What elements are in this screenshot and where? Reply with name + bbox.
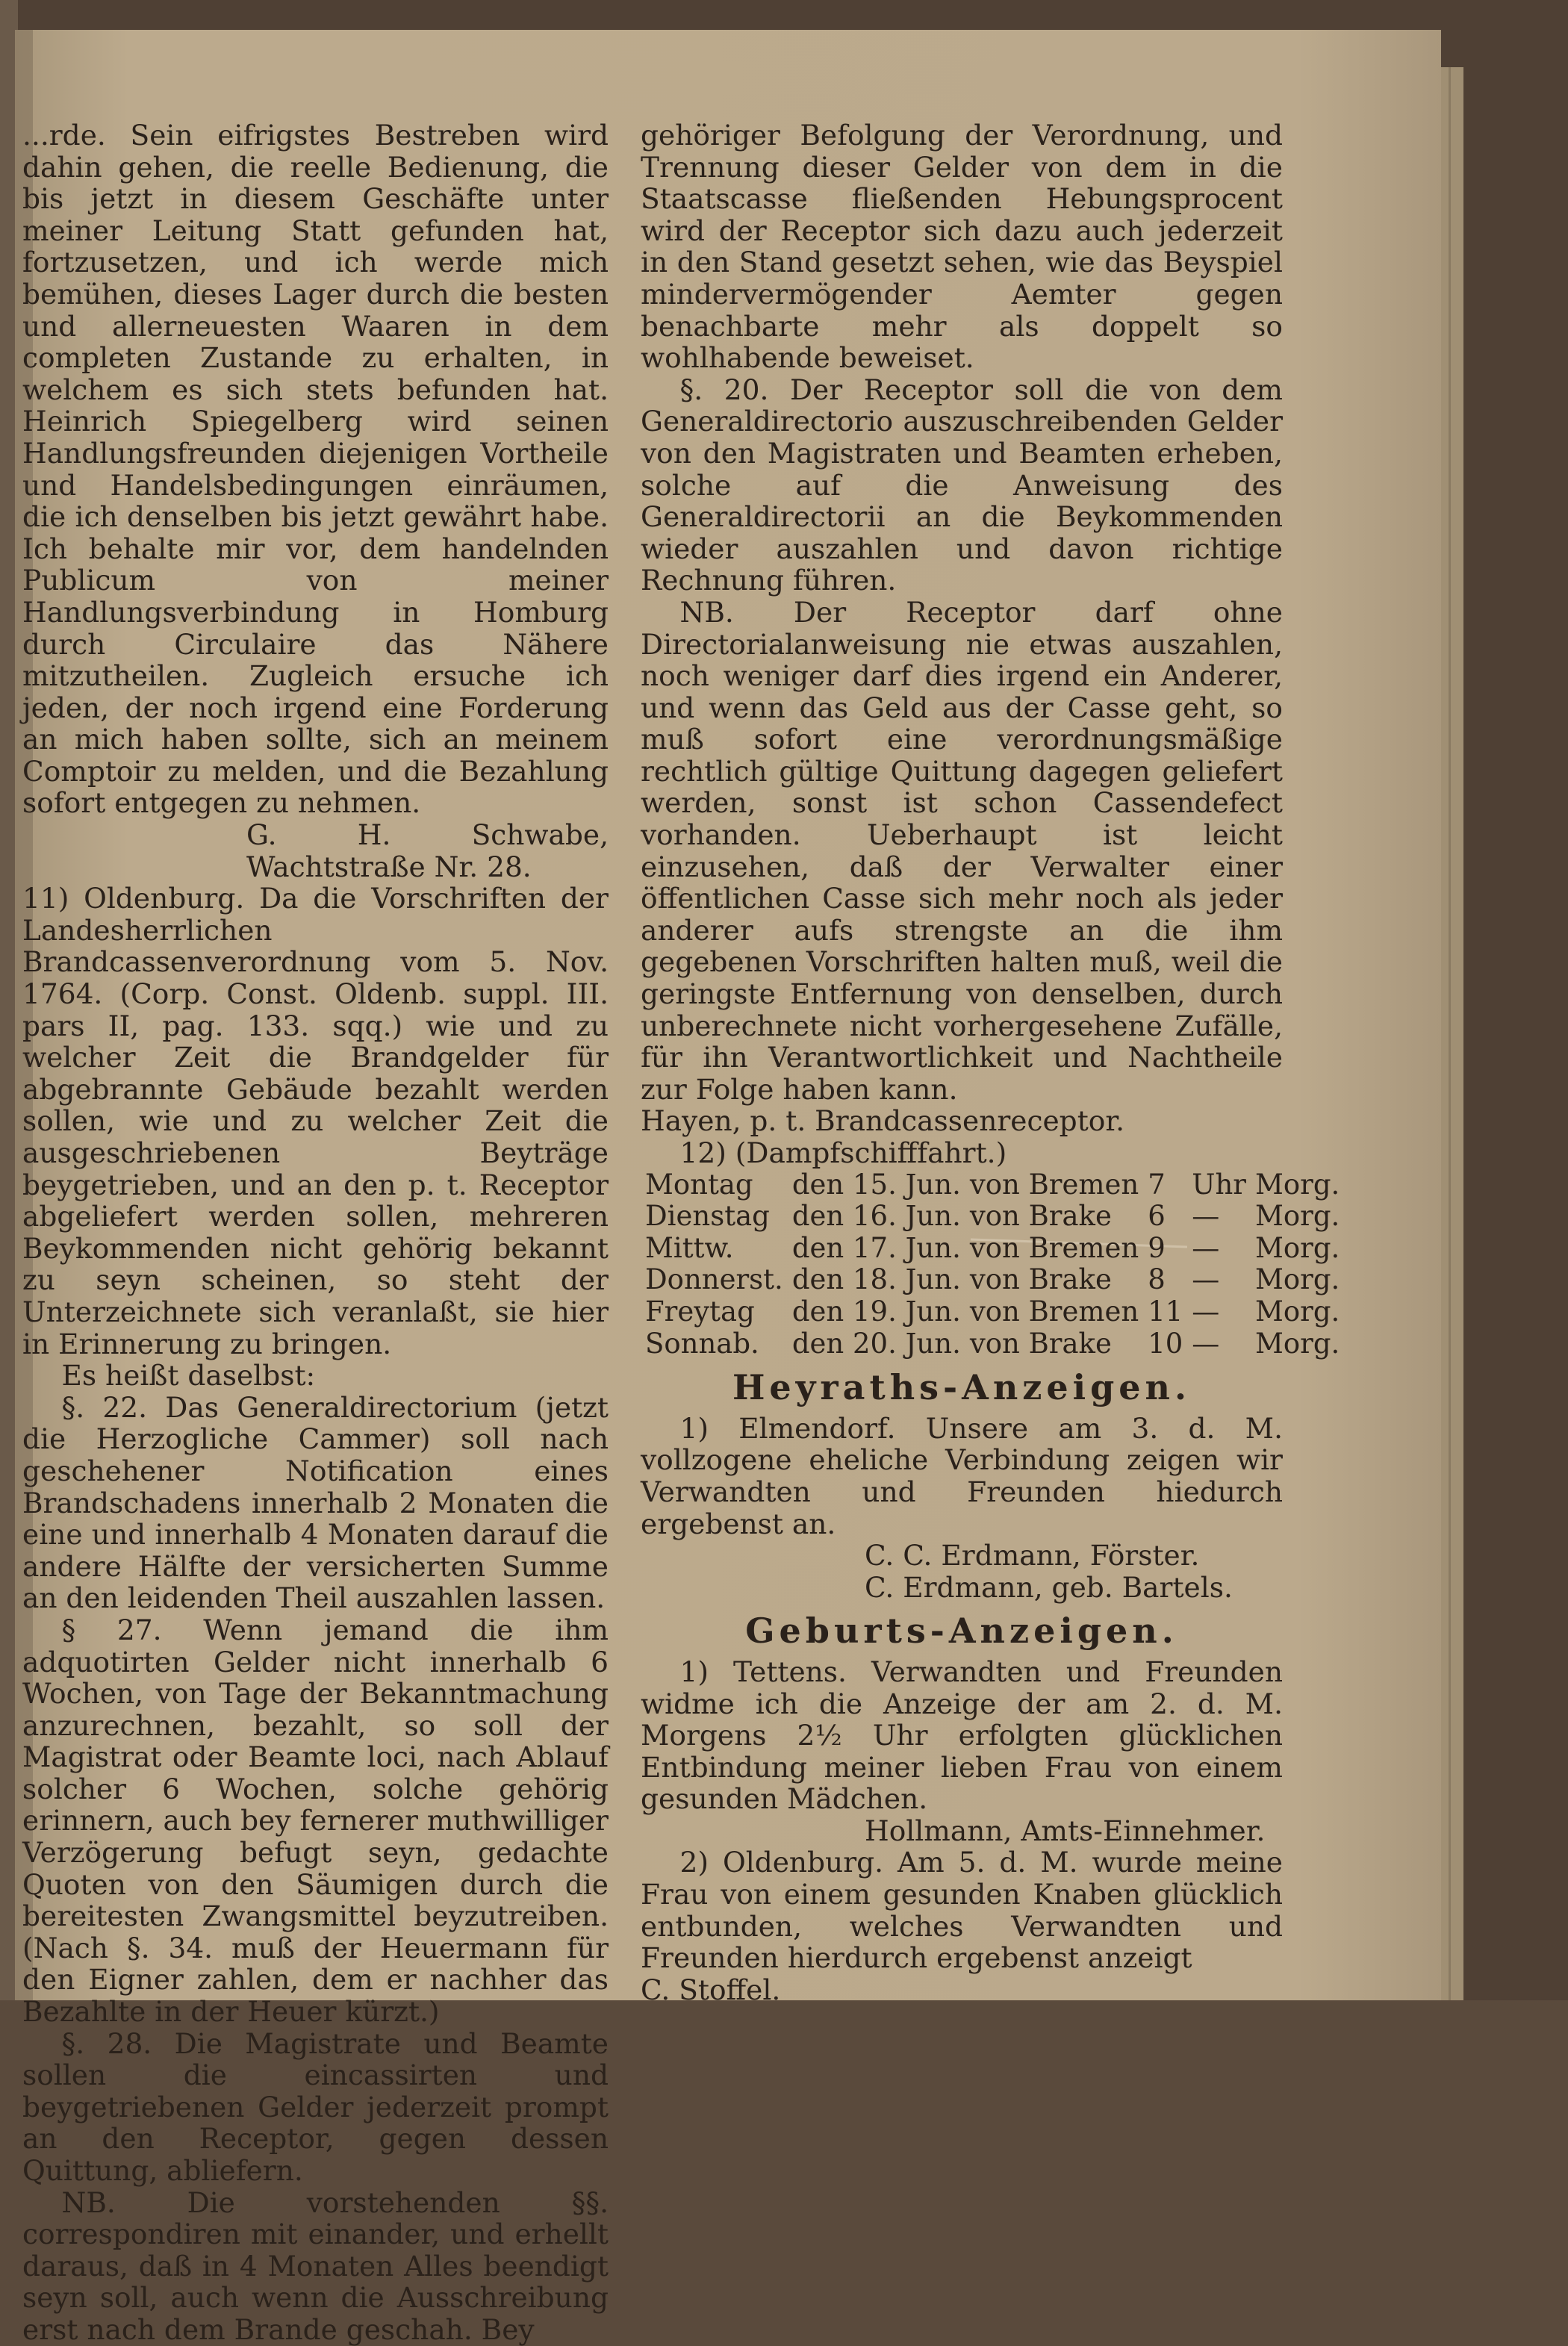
schedule-hour: 9	[1148, 1231, 1166, 1264]
right-para-3: NB. Der Receptor darf ohne Directorialanweisung nie etwas auszahlen, noch weniger darf dies irgend ein Anderer, und wenn das Geld aus der Casse geht, so muß sofort eine verordnungsmäßige rechtlich gültige Quittung dagegen geliefert werden, sonst ist schon Cassendefect vorhanden. Ueberhaupt ist leicht einzusehen, daß der Verwalter einer öffentlichen Casse sich mehr noch als jeder anderer aufs strengste an die ihm gegebenen Vorschriften halten muß, weil die geringste Entfernung von denselben, durch unberechnete nicht vorhergesehene Zufälle, für ihn Verantwortlichkeit und Nachtheile zur Folge haben kann.	[641, 595, 1283, 1106]
schedule-hour: 10	[1148, 1327, 1183, 1360]
schedule-unit: —	[1192, 1327, 1220, 1360]
birth-announcement-1: 1) Tettens. Verwandten und Freunden widme ich die Anzeige der am 2. d. M. Morgens 2½ Uhr erfolgten glücklichen Entbindung meiner lieben Frau von einem gesunden Mädchen.	[641, 1655, 1283, 1816]
right-para-1: gehöriger Befolgung der Verordnung, und Trennung dieser Gelder von dem in die Staatscasse fließenden Hebungsprocent wird der Receptor sich dazu auch jederzeit in den Stand gesetzt sehen, wie das Beyspiel mindervermögender Aemter gegen benachbarte mehr als doppelt so wohlhabende beweiset.	[641, 119, 1283, 375]
schedule-row	[641, 1233, 1344, 1265]
schedule-route: von Brake	[969, 1263, 1112, 1296]
heading-marriage: Heyraths-Anzeigen.	[732, 1367, 1192, 1408]
schedule-time: Morg.	[1255, 1168, 1340, 1201]
schedule-unit: —	[1192, 1200, 1220, 1233]
schedule-route: von Brake	[969, 1327, 1112, 1360]
marriage-announcement: 1) Elmendorf. Unsere am 3. d. M. vollzogene eheliche Verbindung zeigen wir Verwandten und Freunden hiedurch ergebenst an.	[641, 1411, 1283, 1540]
left-para-4: §. 22. Das Generaldirectorium (jetzt die Herzogliche Cammer) soll nach geschehener Notification eines Brandschadens innerhalb 2 Monaten die eine und innerhalb 4 Monaten darauf die andere Hälfte der versicherten Summe an den leidenden Theil auszahlen lassen.	[22, 1390, 609, 1615]
schedule-time: Morg.	[1255, 1231, 1340, 1264]
schedule-route: von Bremen	[969, 1231, 1139, 1264]
schedule-unit: —	[1192, 1231, 1220, 1264]
schedule-time: Morg.	[1255, 1295, 1340, 1328]
schedule-day: Freytag	[645, 1295, 755, 1328]
schedule-day: Dienstag	[645, 1200, 770, 1233]
left-para-6: §. 28. Die Magistrate und Beamte sollen die eincassirten und beygetriebenen Gelder jederzeit prompt an den Receptor, gegen dessen Quittung, abliefern.	[22, 2026, 609, 2187]
steamship-title: 12) (Dampfschifffahrt.)	[679, 1136, 1007, 1169]
schedule-day: Mittw.	[645, 1231, 734, 1264]
schedule-date: den 19. Jun.	[791, 1295, 961, 1328]
schedule-time: Morg.	[1255, 1327, 1340, 1360]
marriage-signature-1: C. C. Erdmann, Förster.	[865, 1539, 1200, 1572]
left-para-5: § 27. Wenn jemand die ihm adquotirten Gelder nicht innerhalb 6 Wochen, von Tage der Bekanntmachung anzurechnen, bezahlt, so soll der Magistrat oder Beamte loci, nach Ablauf solcher 6 Wochen, solche gehörig erinnern, auch bey fernerer muthwilliger Verzögerung befugt seyn, gedachte Quoten von den Säumigen durch die bereitesten Zwangsmittel beyzutreiben. (Nach §. 34. muß der Heuermann für den Eigner zahlen, dem er nachher das Bezahlte in der Heuer kürzt.)	[22, 1613, 609, 2029]
schedule-route: von Bremen	[969, 1168, 1139, 1201]
birth-announcement-2: 2) Oldenburg. Am 5. d. M. wurde meine Frau von einem gesunden Knaben glücklich entbunden, welches Verwandten und Freunden hierdurch ergebenst anzeigt	[641, 1846, 1283, 1975]
schedule-route: von Brake	[969, 1200, 1112, 1233]
left-column	[22, 119, 609, 2346]
schedule-hour: 8	[1148, 1263, 1166, 1296]
right-para-2: §. 20. Der Receptor soll die von dem Generaldirectorio auszuschreibenden Gelder von den Magistraten und Beamten erheben, solche auf die Anweisung des Generaldirectorii an die Beykommenden wieder auszahlen und davon richtige Rechnung führen.	[641, 373, 1283, 597]
schedule-row	[641, 1169, 1344, 1201]
schedule-route: von Bremen	[969, 1295, 1139, 1328]
schedule-hour: 6	[1148, 1200, 1166, 1233]
schedule-day: Montag	[645, 1168, 753, 1201]
left-signature-schwabe: G. H. Schwabe, Wachtstraße Nr. 28.	[246, 818, 609, 883]
heading-birth: Geburts-Anzeigen.	[745, 1611, 1178, 1652]
schedule-row	[641, 1201, 1344, 1233]
birth-signature-1: Hollmann, Amts-Einnehmer.	[865, 1814, 1266, 1847]
schedule-unit: Uhr	[1192, 1168, 1246, 1201]
schedule-date: den 17. Jun.	[791, 1231, 961, 1264]
schedule-date: den 18. Jun.	[791, 1263, 961, 1296]
left-para-3: Es heißt daselbst:	[61, 1359, 316, 1393]
schedule-date: den 20. Jun.	[791, 1327, 961, 1360]
schedule-date: den 15. Jun.	[791, 1168, 961, 1201]
left-para-2: 11) Oldenburg. Da die Vorschriften der Landesherrlichen Brandcassenverordnung vom 5. Nov. 1764. (Corp. Const. Oldenb. suppl. III. pars II, pag. 133. sqq.) wie und zu welcher Zeit die Brandgelder für abgebrannte Gebäude bezahlt werden sollen, wie und zu welcher Zeit die ausgeschriebenen Beyträge beygetrieben, und an den p. t. Receptor abgeliefert werden sollen, mehreren Beykommenden nicht gehörig bekannt zu seyn scheinen, so steht der Unterzeichnete sich veranlaßt, sie hier in Erinnerung zu bringen.	[22, 882, 609, 1360]
schedule-hour: 11	[1148, 1295, 1183, 1328]
birth-signature-2: C. Stoffel.	[641, 1973, 781, 2006]
schedule-row	[641, 1264, 1344, 1296]
schedule-row	[641, 1328, 1344, 1360]
left-para-1: ...rde. Sein eifrigstes Bestreben wird dahin gehen, die reelle Bedienung, die bis jetzt in diesem Geschäfte unter meiner Leitung Statt gefunden hat, fortzusetzen, und ich werde mich bemühen, dieses Lager durch die besten und allerneuesten Waaren in dem completen Zustande zu erhalten, in welchem es sich stets befunden hat. Heinrich Spiegelberg wird seinen Handlungsfreunden diejenigen Vortheile und Handelsbedingungen einräumen, die ich denselben bis jetzt gewährt habe. Ich behalte mir vor, dem handelnden Publicum von meiner Handlungsverbindung in Homburg durch Circulaire das Nähere mitzutheilen. Zugleich ersuche ich jeden, der noch irgend eine Forderung an mich haben sollte, sich an meinem Comptoir zu melden, und die Bezahlung sofort entgegen zu nehmen.	[22, 119, 609, 820]
right-signature-hayen: Hayen, p. t. Brandcassenreceptor.	[641, 1104, 1125, 1138]
schedule-unit: —	[1192, 1295, 1220, 1328]
schedule-date: den 16. Jun.	[791, 1200, 961, 1233]
schedule-time: Morg.	[1255, 1263, 1340, 1296]
schedule-day: Sonnab.	[645, 1327, 759, 1360]
steamship-schedule	[641, 1169, 1344, 1360]
schedule-row	[641, 1296, 1344, 1328]
schedule-day: Donnerst.	[645, 1263, 783, 1296]
right-column	[641, 119, 1340, 2006]
schedule-hour: 7	[1148, 1168, 1166, 1201]
schedule-time: Morg.	[1255, 1200, 1340, 1233]
schedule-unit: —	[1192, 1263, 1220, 1296]
marriage-signature-2: C. Erdmann, geb. Bartels.	[865, 1570, 1233, 1604]
left-para-7: NB. Die vorstehenden §§. correspondiren mit einander, und erhellt daraus, daß in 4 Monaten Alles beendigt seyn soll, auch wenn die Ausschreibung erst nach dem Brande geschah. Bey	[22, 2185, 609, 2346]
